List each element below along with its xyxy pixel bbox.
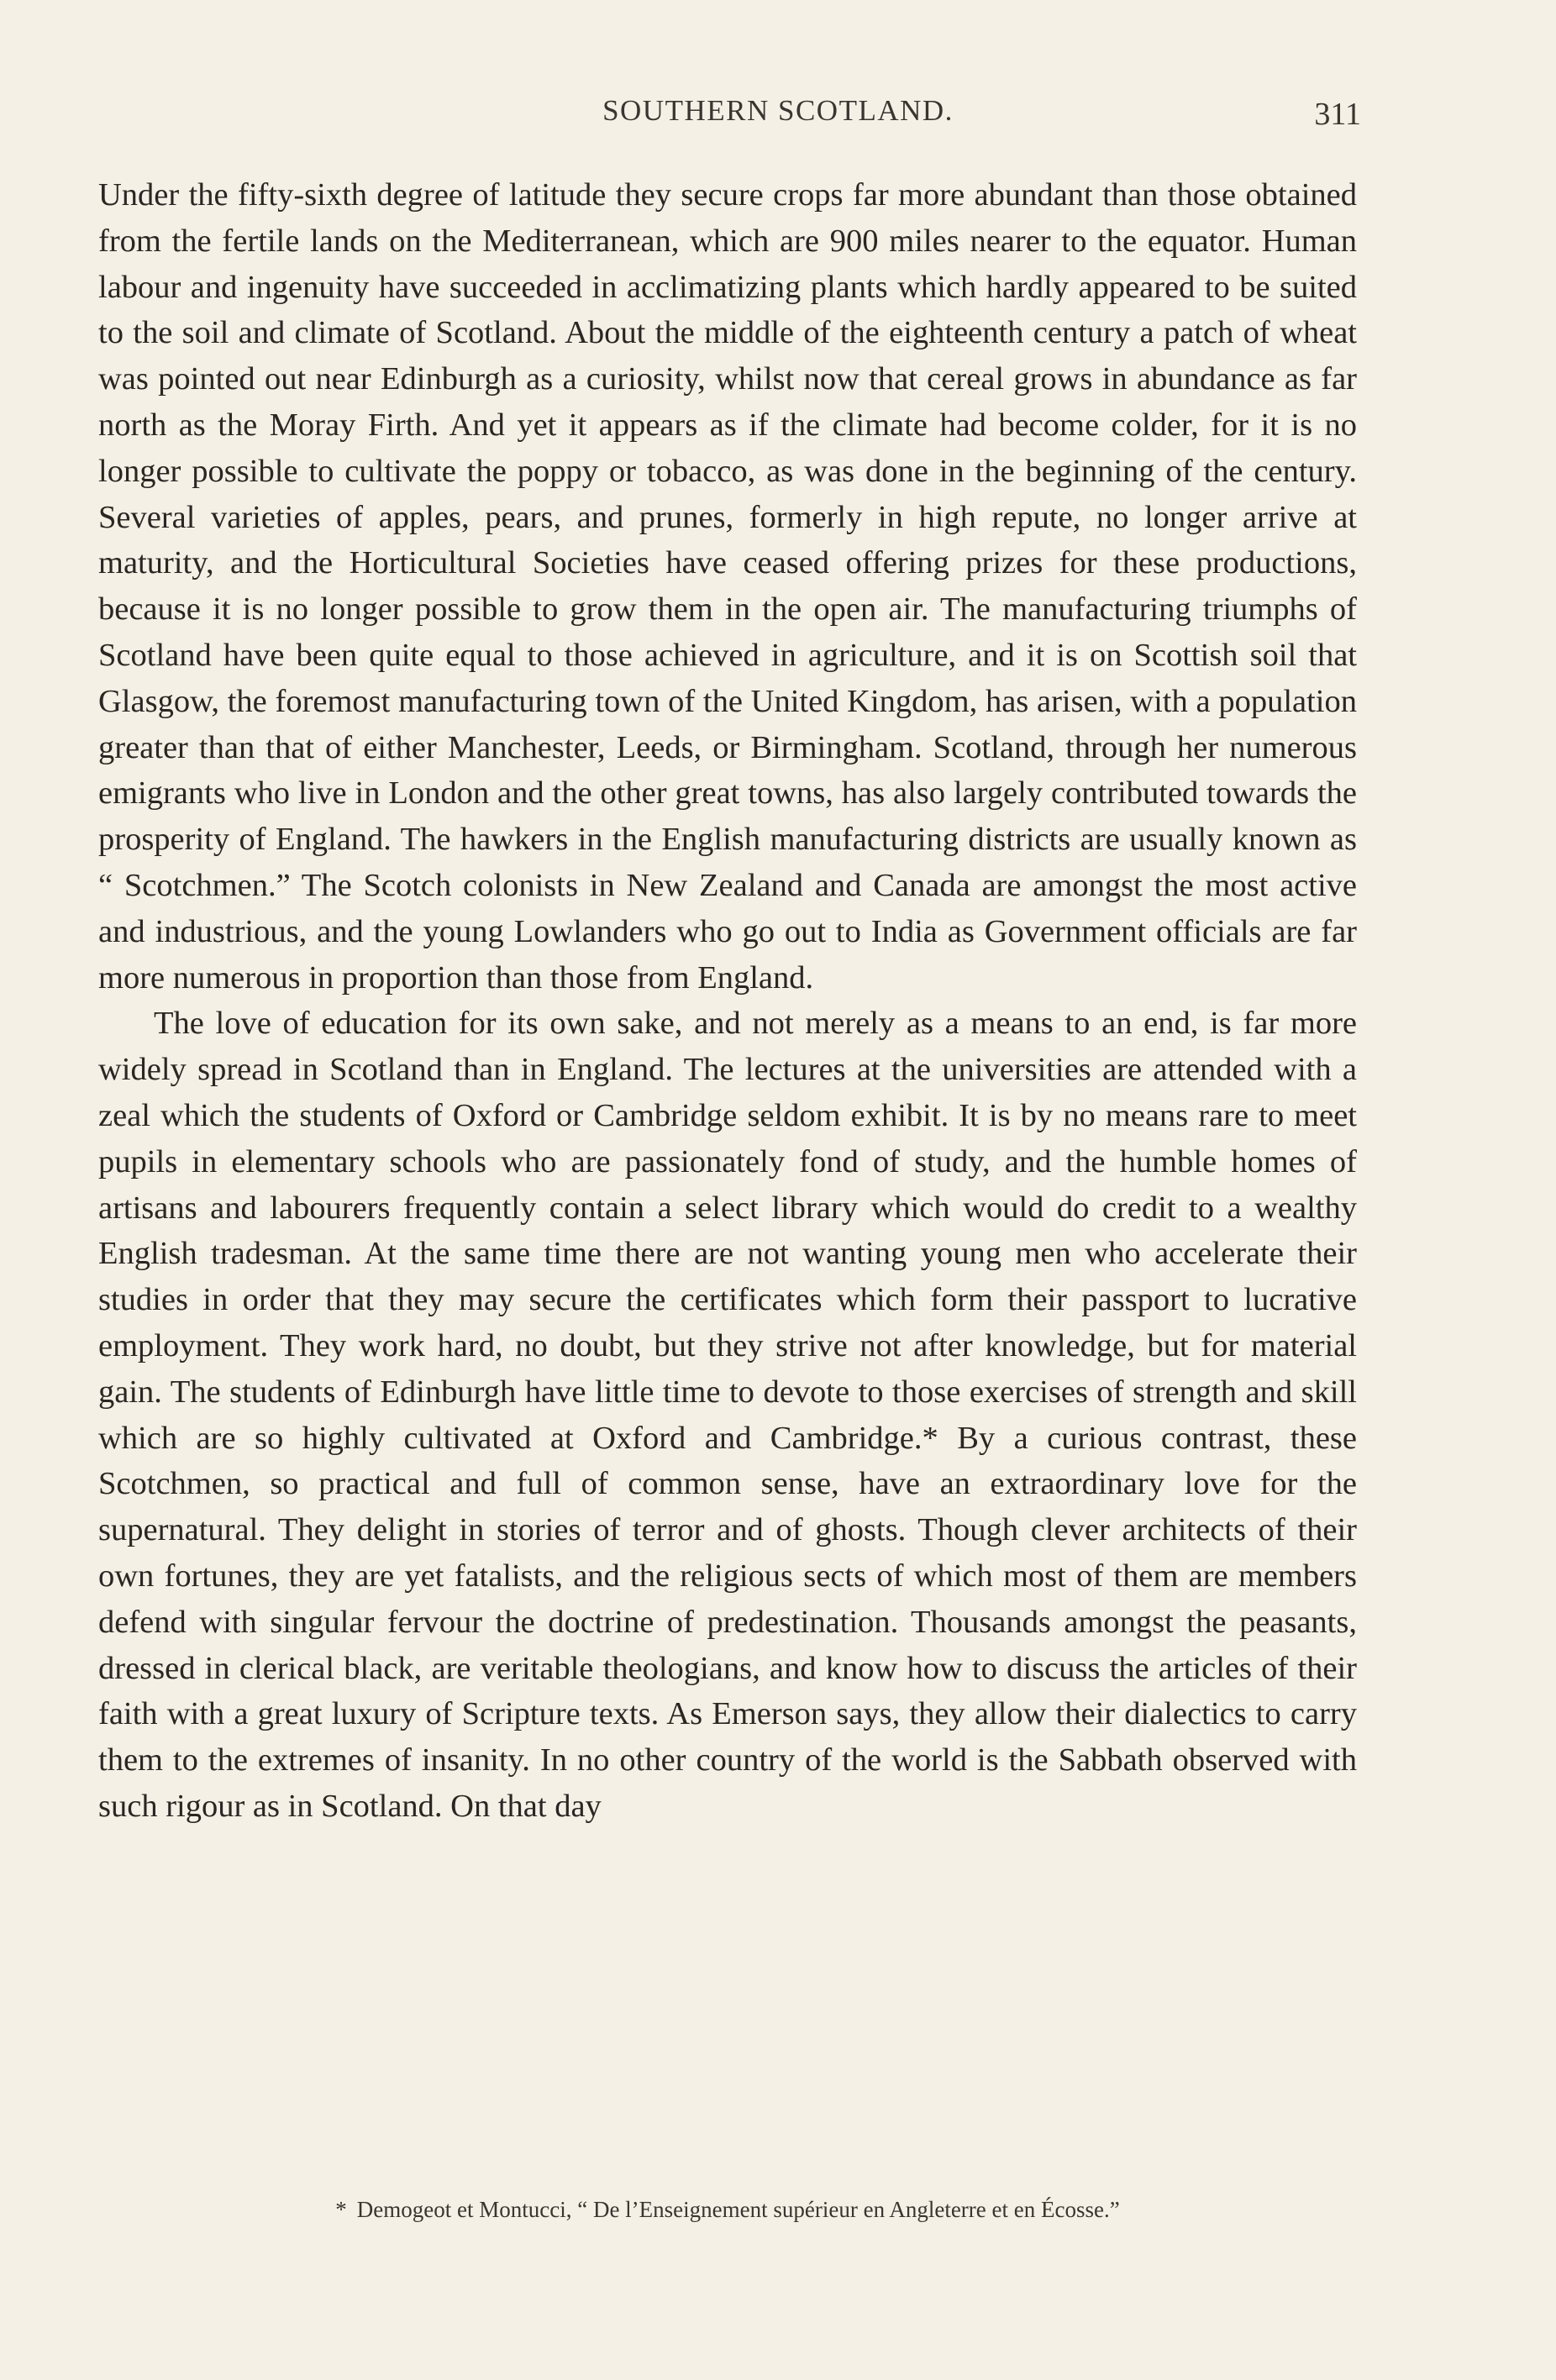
body-text	[98, 172, 1357, 1830]
footnote	[98, 2197, 1357, 2223]
paragraph-1: Under the fifty-sixth degree of latitude they secure crops far more abundant than those obtained from the fertile lands on the Mediterranean, which are 900 miles nearer to the equator. Human labour and ingenuity have succeeded in acclimatizing plants which hardly appeared to be suited to the soil and climate of Scotland. About the middle of the eighteenth century a patch of wheat was pointed out near Edinburgh as a curiosity, whilst now that cereal grows in abundance as far north as the Moray Firth. And yet it appears as if the climate had become colder, for it is no longer possible to cultivate the poppy or tobacco, as was done in the beginning of the century. Several varieties of apples, pears, and prunes, formerly in high repute, no longer arrive at maturity, and the Horticultural Societies have ceased offering prizes for these productions, because it is no longer possible to grow them in the open air. The manufacturing triumphs of Scotland have been quite equal to those achieved in agriculture, and it is on Scottish soil that Glasgow, the foremost manufacturing town of the United Kingdom, has arisen, with a population greater than that of either Manchester, Leeds, or Birmingham. Scotland, through her numerous emigrants who live in London and the other great towns, has also largely contributed towards the prosperity of England. The hawkers in the English manufacturing districts are usually known as “ Scotchmen.” The Scotch colonists in New Zealand and Canada are amongst the most active and industrious, and the young Lowlanders who go out to India as Government officials are far more numerous in proportion than those from England.	[98, 177, 1357, 996]
running-title: SOUTHERN SCOTLAND.	[602, 94, 954, 127]
page-number: 311	[1314, 97, 1361, 132]
footnote-text: Demogeot et Montucci, “ De l’Enseignement supérieur en Angleterre et en Écosse.”	[356, 2197, 1120, 2222]
paragraph-2: The love of education for its own sake, and not merely as a means to an end, is far more widely spread in Scotland than in England. The lectures at the universities are attended with a zeal which the students of Oxford or Cambridge seldom exhibit. It is by no means rare to meet pupils in elementary schools who are passionately fond of study, and the humble homes of artisans and labourers frequently contain a select library which would do credit to a wealthy English tradesman. At the same time there are not wanting young men who accelerate their studies in order that they may secure the certificates which form their passport to lucrative employment. They work hard, no doubt, but they strive not after knowledge, but for material gain. The students of Edinburgh have little time to devote to those exercises of strength and skill which are so highly cultivated at Oxford and Cambridge.* By a curious contrast, these Scotchmen, so practical and full of common sense, have an extraordinary love for the supernatural. They delight in stories of terror and of ghosts. Though clever architects of their own fortunes, they are yet fatalists, and the religious sects of which most of them are members defend with singular fervour the doctrine of predestination. Thousands amongst the peasants, dressed in clerical black, are veritable theologians, and know how to discuss the articles of their faith with a great luxury of Scripture texts. As Emerson says, they allow their dialectics to carry them to the extremes of insanity. In no other country of the world is the Sabbath observed with such rigour as in Scotland. On that day	[98, 1006, 1357, 1824]
footnote-mark: *	[335, 2197, 347, 2222]
running-head	[0, 94, 1556, 144]
